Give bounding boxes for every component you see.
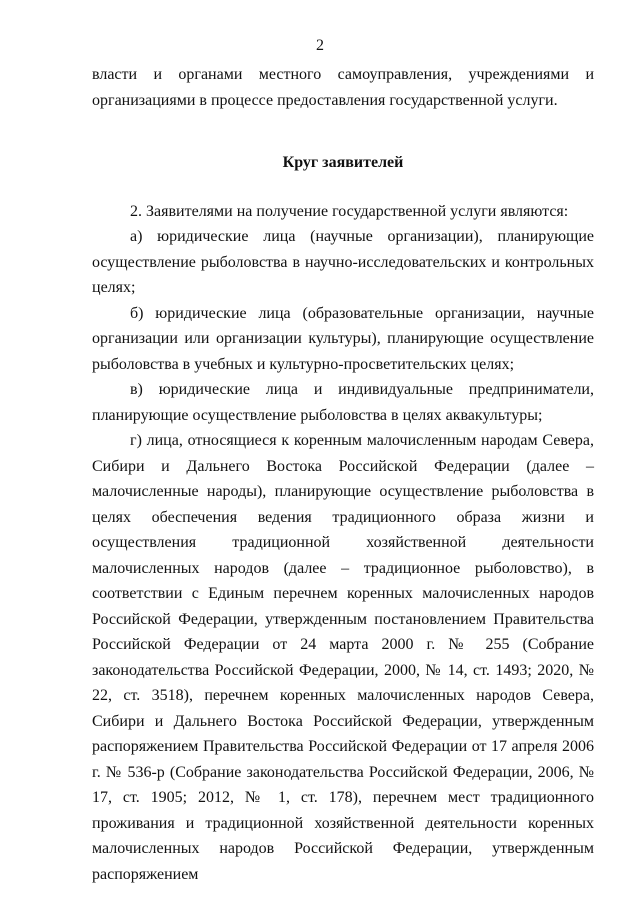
- intro-paragraph: власти и органами местного самоуправления, учреждениями и организациями в процессе предоставления государственной услуги.: [92, 66, 594, 109]
- page-number: 2: [316, 37, 324, 54]
- document-body: [92, 62, 594, 887]
- paragraph-applicants: 2. Заявителями на получение государственной услуги являются:: [130, 202, 569, 220]
- paragraph-item-v: в) юридические лица и индивидуальные предприниматели, планирующие осуществление рыболовства в целях аквакультуры;: [92, 381, 594, 424]
- paragraph-item-g: г) лица, относящиеся к коренным малочисленным народам Севера, Сибири и Дальнего Востока Российской Федерации (далее – малочисленные народы), планирующие осуществление рыболовства в целях обеспечения ведения традиционного образа жизни и осуществления традиционной хозяйственной деятельности малочисленных народов (далее – традиционное рыболовство), в соответствии с Единым перечнем коренных малочисленных народов Российской Федерации, утвержденным постановлением Правительства Российской Федерации от 24 марта 2000 г. № 255 (Собрание законодательства Российской Федерации, 2000, № 14, ст. 1493; 2020, № 22, ст. 3518), перечнем коренных малочисленных народов Севера, Сибири и Дальнего Востока Российской Федерации, утвержденным распоряжением Правительства Российской Федерации от 17 апреля 2006 г. № 536-р (Собрание законодательства Российской Федерации, 2006, № 17, ст. 1905; 2012, № 1, ст. 178), перечнем мест традиционного проживания и традиционной хозяйственной деятельности коренных малочисленных народов Российской Федерации, утвержденным распоряжением: [92, 432, 594, 883]
- section-heading: Круг заявителей: [282, 154, 404, 171]
- paragraph-item-a: а) юридические лица (научные организации), планирующие осуществление рыболовства в научно-исследовательских и контрольных целях;: [92, 228, 594, 296]
- paragraph-item-b: б) юридические лица (образовательные организации, научные организации или организации культуры), планирующие осуществление рыболовства в учебных и культурно-просветительских целях;: [92, 304, 594, 373]
